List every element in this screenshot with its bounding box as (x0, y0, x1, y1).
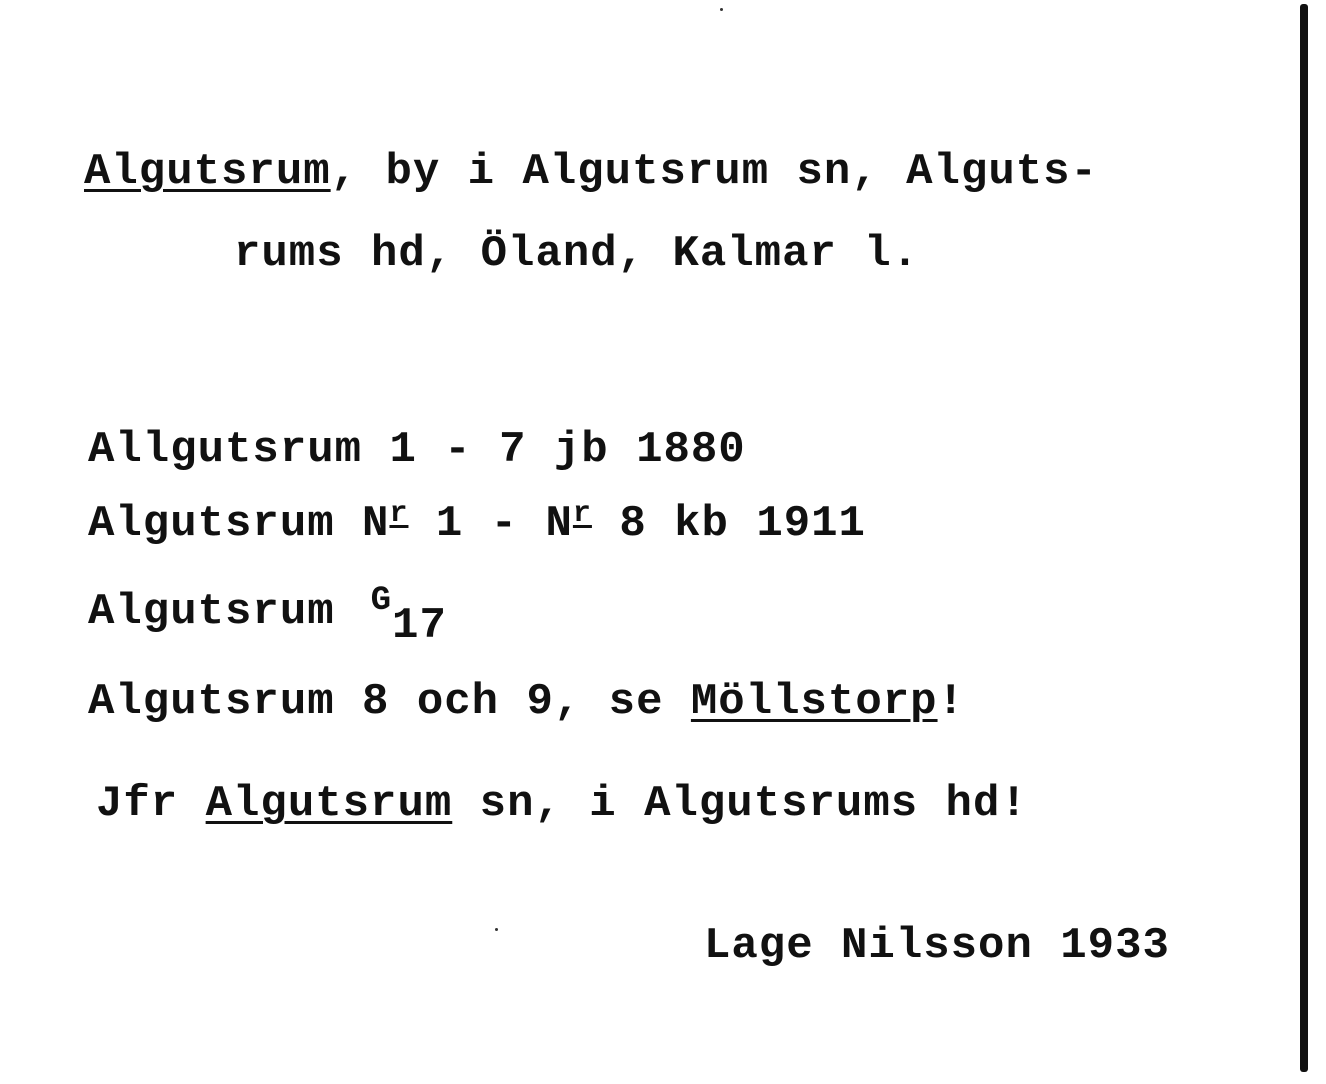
signature (704, 921, 1170, 971)
entry-4 (88, 677, 965, 727)
entry-2 (88, 497, 866, 549)
entry-2-sup-1: r (389, 497, 409, 531)
entry-5 (96, 779, 1028, 829)
entry-5-part-c: sn, i Algutsrums hd! (452, 779, 1028, 829)
entry-4-reference: Möllstorp (690, 677, 938, 727)
entry-3-grid-letter: G (370, 582, 393, 620)
entry-3-grid-number: 17 (392, 601, 447, 651)
entry-4-part-c: ! (937, 677, 965, 727)
entry-2-part-c: 8 kb 1911 (591, 499, 866, 549)
entry-1-text: Allgutsrum 1 - 7 jb 1880 (88, 425, 746, 475)
heading-line-1 (84, 147, 1098, 197)
heading-term: Algutsrum (84, 147, 331, 197)
entry-3-part-a: Algutsrum (88, 587, 335, 637)
heading-line-2 (234, 229, 920, 279)
card-edge-line (1300, 4, 1308, 1072)
heading-text-2: rums hd, Öland, Kalmar l. (234, 229, 920, 279)
entry-1 (88, 425, 746, 475)
entry-2-part-a: Algutsrum N (88, 499, 390, 549)
entry-2-sup-2: r (572, 497, 592, 531)
heading-text-1: , by i Algutsrum sn, Alguts- (330, 147, 1098, 197)
speck (720, 8, 723, 11)
entry-5-reference: Algutsrum (205, 779, 453, 829)
entry-2-part-b: 1 - N (408, 499, 573, 549)
speck (495, 928, 498, 931)
entry-3 (88, 582, 447, 651)
signature-text: Lage Nilsson 1933 (704, 921, 1170, 971)
entry-5-part-a: Jfr (96, 779, 206, 829)
entry-4-part-a: Algutsrum 8 och 9, se (88, 677, 691, 727)
